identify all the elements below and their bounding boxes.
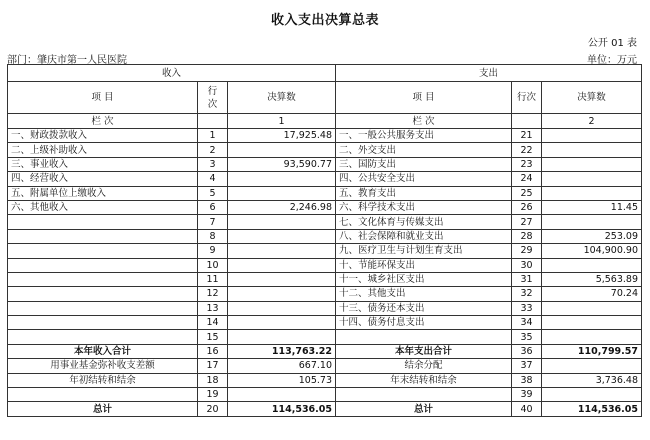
expense-item-cell: 本年支出合计 [336, 344, 512, 358]
expense-line-cell: 29 [512, 244, 542, 258]
income-line-cell: 7 [198, 215, 228, 229]
income-line-cell: 18 [198, 373, 228, 387]
income-item-cell: 四、经营收入 [8, 172, 198, 186]
expense-amount-cell: 3,736.48 [542, 373, 642, 387]
expense-line-cell: 31 [512, 272, 542, 286]
income-lanci-line [198, 114, 228, 129]
expense-item-header: 项 目 [336, 82, 512, 114]
expense-line-cell: 33 [512, 301, 542, 315]
income-item-cell [8, 258, 198, 272]
table-row [8, 301, 642, 315]
income-amount-cell [228, 186, 336, 200]
income-amount-cell: 114,536.05 [228, 402, 336, 416]
expense-amount-cell: 70.24 [542, 287, 642, 301]
income-item-cell [8, 272, 198, 286]
income-line-cell: 15 [198, 330, 228, 344]
table-row [8, 388, 642, 402]
income-amount-cell: 93,590.77 [228, 157, 336, 171]
income-amount-cell: 2,246.98 [228, 200, 336, 214]
income-expense-table [7, 64, 642, 417]
income-item-cell: 三、事业收入 [8, 157, 198, 171]
expense-line-cell: 27 [512, 215, 542, 229]
expense-item-cell: 二、外交支出 [336, 143, 512, 157]
table-row [8, 186, 642, 200]
page-title: 收入支出决算总表 [270, 13, 379, 28]
income-amount-cell [228, 172, 336, 186]
income-item-cell: 五、附属单位上缴收入 [8, 186, 198, 200]
table-row [8, 172, 642, 186]
income-line-header-bottom: 次 [207, 98, 218, 110]
income-line-cell: 10 [198, 258, 228, 272]
expense-item-cell: 十四、债务付息支出 [336, 316, 512, 330]
table-row [8, 157, 642, 171]
table-row [8, 287, 642, 301]
table-row [8, 344, 642, 358]
expense-amount-cell [542, 388, 642, 402]
income-line-header [198, 82, 228, 114]
expense-amount-cell: 110,799.57 [542, 344, 642, 358]
expense-amount-cell: 11.45 [542, 200, 642, 214]
expense-line-cell: 36 [512, 344, 542, 358]
expense-item-cell: 总计 [336, 402, 512, 416]
expense-section-header: 支出 [336, 65, 642, 82]
expense-item-cell: 五、教育支出 [336, 186, 512, 200]
income-amount-cell [228, 316, 336, 330]
expense-amount-cell [542, 172, 642, 186]
expense-item-cell: 结余分配 [336, 359, 512, 373]
income-line-cell: 20 [198, 402, 228, 416]
income-item-cell: 六、其他收入 [8, 200, 198, 214]
income-line-cell: 11 [198, 272, 228, 286]
expense-item-cell: 一、一般公共服务支出 [336, 129, 512, 143]
expense-line-cell: 28 [512, 229, 542, 243]
expense-item-cell: 十二、其他支出 [336, 287, 512, 301]
income-amount-cell [228, 287, 336, 301]
expense-amount-cell [542, 258, 642, 272]
expense-line-cell: 38 [512, 373, 542, 387]
expense-item-cell: 四、公共安全支出 [336, 172, 512, 186]
income-line-cell: 3 [198, 157, 228, 171]
expense-item-cell: 八、社会保障和就业支出 [336, 229, 512, 243]
income-amount-cell [228, 215, 336, 229]
expense-item-cell: 三、国防支出 [336, 157, 512, 171]
income-item-cell [8, 316, 198, 330]
income-line-cell: 9 [198, 244, 228, 258]
expense-line-cell: 40 [512, 402, 542, 416]
expense-amount-cell [542, 330, 642, 344]
expense-amount-cell [542, 157, 642, 171]
table-row [8, 143, 642, 157]
income-amount-cell [228, 272, 336, 286]
expense-amount-cell [542, 215, 642, 229]
expense-amount-cell: 114,536.05 [542, 402, 642, 416]
income-amount-header: 决算数 [228, 82, 336, 114]
table-row [8, 402, 642, 416]
income-amount-cell [228, 143, 336, 157]
income-item-cell: 本年收入合计 [8, 344, 198, 358]
expense-line-cell: 34 [512, 316, 542, 330]
expense-line-cell: 21 [512, 129, 542, 143]
expense-line-cell: 22 [512, 143, 542, 157]
income-lanci-label: 栏 次 [8, 114, 198, 129]
income-line-cell: 19 [198, 388, 228, 402]
table-row [8, 330, 642, 344]
income-item-header: 项 目 [8, 82, 198, 114]
table-row [8, 272, 642, 286]
income-amount-cell [228, 330, 336, 344]
expense-item-cell: 年末结转和结余 [336, 373, 512, 387]
income-line-cell: 14 [198, 316, 228, 330]
expense-amount-cell: 5,563.89 [542, 272, 642, 286]
income-item-cell: 用事业基金弥补收支差额 [8, 359, 198, 373]
income-item-cell [8, 301, 198, 315]
table-row [8, 129, 642, 143]
expense-lanci-line [512, 114, 542, 129]
income-amount-cell: 105.73 [228, 373, 336, 387]
table-row [8, 244, 642, 258]
table-row [8, 229, 642, 243]
expense-amount-cell [542, 129, 642, 143]
income-amount-cell [228, 244, 336, 258]
expense-item-cell: 十一、城乡社区支出 [336, 272, 512, 286]
expense-item-cell [336, 330, 512, 344]
income-item-cell: 二、上级补助收入 [8, 143, 198, 157]
expense-item-cell: 七、文化体育与传媒支出 [336, 215, 512, 229]
table-row [8, 215, 642, 229]
expense-amount-cell: 104,900.90 [542, 244, 642, 258]
income-amount-cell [228, 229, 336, 243]
income-section-header: 收入 [8, 65, 336, 82]
expense-line-cell: 32 [512, 287, 542, 301]
table-row [8, 359, 642, 373]
expense-lanci-col: 2 [542, 114, 642, 129]
income-line-cell: 2 [198, 143, 228, 157]
department-label: 部门：肇庆市第一人民医院 [7, 55, 127, 66]
income-amount-cell: 113,763.22 [228, 344, 336, 358]
income-line-cell: 13 [198, 301, 228, 315]
expense-line-header: 行次 [512, 82, 542, 114]
expense-lanci-label: 栏 次 [336, 114, 512, 129]
expense-line-cell: 39 [512, 388, 542, 402]
income-item-cell [8, 229, 198, 243]
form-number: 公开 01 表 [587, 38, 637, 49]
income-line-cell: 1 [198, 129, 228, 143]
income-lanci-col: 1 [228, 114, 336, 129]
income-item-cell [8, 287, 198, 301]
income-amount-cell: 17,925.48 [228, 129, 336, 143]
income-amount-cell [228, 301, 336, 315]
income-line-cell: 8 [198, 229, 228, 243]
income-line-cell: 4 [198, 172, 228, 186]
expense-line-cell: 25 [512, 186, 542, 200]
expense-amount-cell [542, 359, 642, 373]
expense-item-cell: 十、节能环保支出 [336, 258, 512, 272]
expense-amount-cell [542, 316, 642, 330]
income-item-cell [8, 330, 198, 344]
expense-amount-cell [542, 186, 642, 200]
income-amount-cell [228, 258, 336, 272]
expense-line-cell: 24 [512, 172, 542, 186]
expense-item-cell: 十三、债务还本支出 [336, 301, 512, 315]
table-row [8, 373, 642, 387]
income-line-cell: 12 [198, 287, 228, 301]
expense-item-cell: 六、科学技术支出 [336, 200, 512, 214]
table-row [8, 258, 642, 272]
income-item-cell [8, 244, 198, 258]
expense-amount-cell [542, 301, 642, 315]
expense-amount-header: 决算数 [542, 82, 642, 114]
income-line-header-top: 行 [207, 85, 218, 97]
expense-line-cell: 30 [512, 258, 542, 272]
income-line-cell: 16 [198, 344, 228, 358]
income-item-cell: 总计 [8, 402, 198, 416]
income-amount-cell: 667.10 [228, 359, 336, 373]
income-line-cell: 5 [198, 186, 228, 200]
expense-item-cell: 九、医疗卫生与计划生育支出 [336, 244, 512, 258]
unit-label: 单位：万元 [587, 55, 637, 66]
income-line-cell: 17 [198, 359, 228, 373]
income-item-cell: 年初结转和结余 [8, 373, 198, 387]
expense-line-cell: 37 [512, 359, 542, 373]
expense-amount-cell [542, 143, 642, 157]
income-amount-cell [228, 388, 336, 402]
expense-line-cell: 35 [512, 330, 542, 344]
table-row [8, 200, 642, 214]
expense-line-cell: 26 [512, 200, 542, 214]
table-row [8, 316, 642, 330]
income-item-cell [8, 215, 198, 229]
expense-item-cell [336, 388, 512, 402]
income-item-cell: 一、财政拨款收入 [8, 129, 198, 143]
expense-amount-cell: 253.09 [542, 229, 642, 243]
income-line-cell: 6 [198, 200, 228, 214]
income-item-cell [8, 388, 198, 402]
expense-line-cell: 23 [512, 157, 542, 171]
